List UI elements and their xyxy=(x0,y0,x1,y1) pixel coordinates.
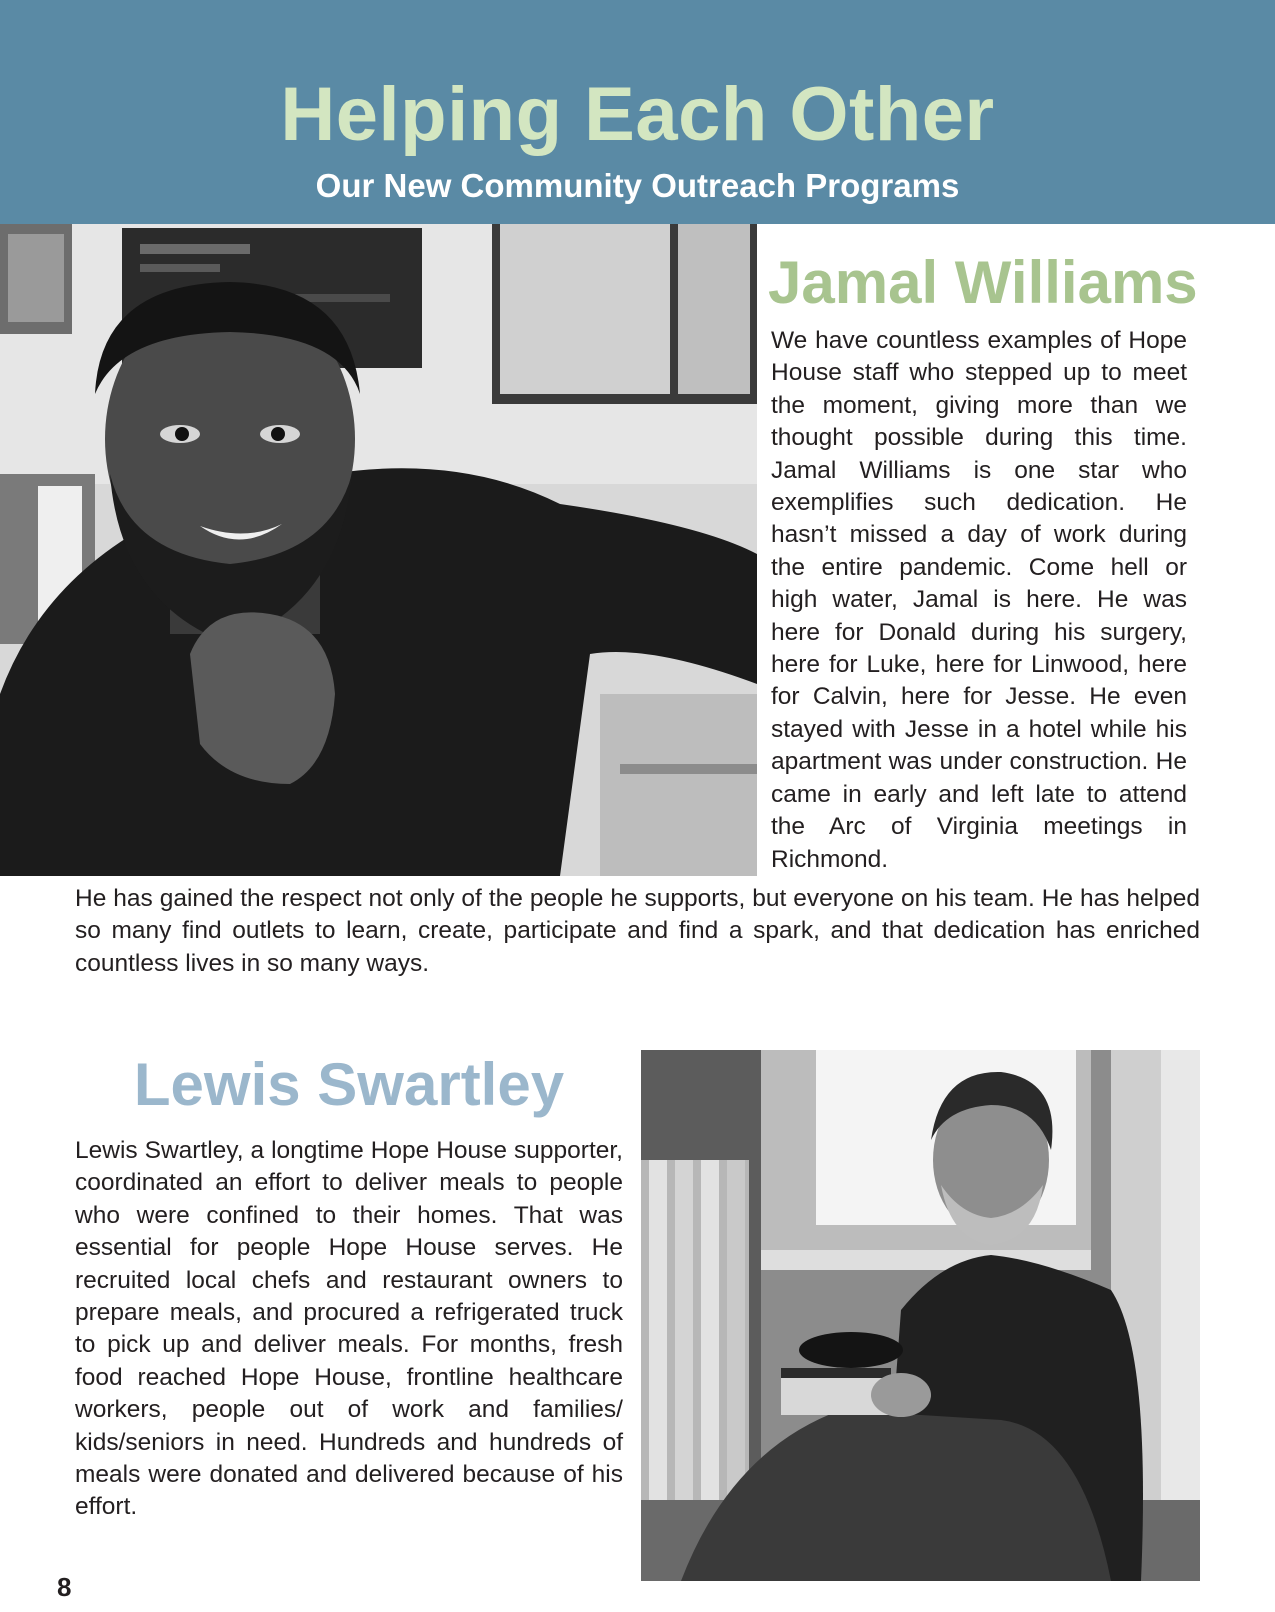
jamal-williams-body-continued: He has gained the respect not only of the people he supports, but everyone on his team. He has helped so many find outlets to learn, create, participate and find a spark, and that dedication has enriched countless lives in so many ways. xyxy=(75,885,1200,977)
jamal-williams-heading: Jamal Williams xyxy=(768,249,1198,316)
lewis-swartley-body: Lewis Swartley, a longtime Hope House supporter, coordinated an effort to deliver meals to people who were confined to their homes. That was essential for people Hope House serves. He recruited local chefs and restaurant owners to prepare meals, and procured a refrigerated truck to pick up and deliver meals. For months, fresh food reached Hope House, frontline healthcare workers, people out of work and families/ kids/seniors in need. Hundreds and hundreds of meals were donated and delivered because of his effort. xyxy=(75,1137,623,1521)
header-banner xyxy=(0,0,1275,224)
page-title: Helping Each Other xyxy=(280,72,995,157)
page-subtitle: Our New Community Outreach Programs xyxy=(315,167,960,204)
page-number: 8 xyxy=(57,1572,72,1602)
jamal-williams-body: We have countless examples of Hope House staff who stepped up to meet the moment, giving more than we thought possible during this time. Jamal Williams is one star who exemplifies such dedication. He hasn’t missed a day of work during the entire pandemic. Come hell or high water, Jamal is here. He was here for Donald during his surgery, here for Luke, here for Linwood, here for Calvin, here for Jesse. He even stayed with Jesse in a hotel while his apartment was under construction. He came in early and left late to attend the Arc of Virginia meetings in Richmond. xyxy=(771,327,1187,873)
jamal-williams-photo xyxy=(0,224,757,876)
lewis-swartley-heading: Lewis Swartley xyxy=(133,1051,565,1118)
lewis-swartley-photo xyxy=(641,1050,1200,1581)
